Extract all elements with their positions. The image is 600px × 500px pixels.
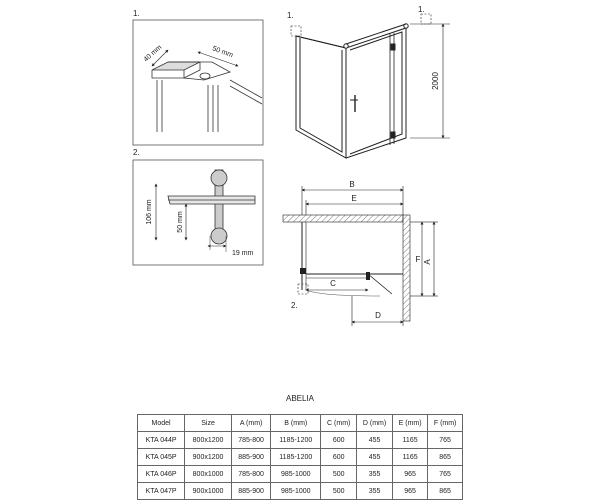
detail-2-number: 2. xyxy=(133,148,140,157)
dimensions-table xyxy=(137,414,463,500)
detail-2-dim-106: 106 mm xyxy=(146,199,153,225)
table-cell: 965 xyxy=(392,483,427,500)
table-cell: 900x1200 xyxy=(185,449,232,466)
elevation-callout-1-right: 1. xyxy=(418,5,425,14)
table-header-row xyxy=(138,415,463,432)
table-cell: KTA 047P xyxy=(138,483,185,500)
table-cell: 785-800 xyxy=(231,466,270,483)
elevation-height-label: 2000 xyxy=(431,72,440,90)
plan-dim-B: B xyxy=(349,180,355,189)
detail-2-dim-50: 50 mm xyxy=(177,211,184,233)
plan-dim-A: A xyxy=(423,259,432,265)
table-cell: 600 xyxy=(321,432,357,449)
table-cell: 355 xyxy=(357,483,393,500)
table-cell: 865 xyxy=(428,483,463,500)
table-cell: 900x1000 xyxy=(185,483,232,500)
elevation-height-dim xyxy=(410,24,450,138)
table-cell: 500 xyxy=(321,483,357,500)
col-header: D (mm) xyxy=(357,415,393,432)
table-cell: 455 xyxy=(357,449,393,466)
table-title: ABELIA xyxy=(285,394,314,403)
table-cell: 765 xyxy=(428,466,463,483)
col-header: F (mm) xyxy=(428,415,463,432)
detail-1-profile xyxy=(152,62,262,132)
elevation-callout-1: 1. xyxy=(287,11,294,20)
plan-dim-D: D xyxy=(375,311,381,320)
col-header: C (mm) xyxy=(321,415,357,432)
detail-1-dim-50: 50 mm xyxy=(211,45,234,60)
plan-callout-2: 2. xyxy=(291,301,298,310)
table-cell: 1185-1200 xyxy=(271,432,321,449)
table-row xyxy=(138,432,463,449)
enclosure-elevation xyxy=(296,24,408,158)
plan-dim-E: E xyxy=(351,194,357,203)
col-header: Size xyxy=(185,415,232,432)
elevation-callouts xyxy=(291,14,431,36)
col-header: A (mm) xyxy=(231,415,270,432)
table-cell: 500 xyxy=(321,466,357,483)
col-header: Model xyxy=(138,415,185,432)
detail-1-dim-40: 40 mm xyxy=(142,43,164,64)
table-cell: 800x1200 xyxy=(185,432,232,449)
detail-1-number: 1. xyxy=(133,9,140,18)
table-cell: 600 xyxy=(321,449,357,466)
table-cell: 1185-1200 xyxy=(271,449,321,466)
table-cell: 985-1000 xyxy=(271,466,321,483)
col-header: E (mm) xyxy=(392,415,427,432)
table-cell: KTA 045P xyxy=(138,449,185,466)
table-cell: 885-900 xyxy=(231,449,270,466)
detail-2 xyxy=(133,148,263,265)
table-row xyxy=(138,449,463,466)
table-cell: 985-1000 xyxy=(271,483,321,500)
detail-1 xyxy=(133,9,263,145)
plan-view xyxy=(283,215,410,321)
plan-dim-C: C xyxy=(330,279,336,288)
table-cell: KTA 046P xyxy=(138,466,185,483)
table-cell: KTA 044P xyxy=(138,432,185,449)
col-header: B (mm) xyxy=(271,415,321,432)
back-wall xyxy=(283,215,403,222)
plan-dim-F: F xyxy=(415,255,421,264)
table-cell: 865 xyxy=(428,449,463,466)
table-row xyxy=(138,466,463,483)
table-cell: 800x1000 xyxy=(185,466,232,483)
side-wall xyxy=(403,215,410,321)
table-cell: 355 xyxy=(357,466,393,483)
table-cell: 885-900 xyxy=(231,483,270,500)
table-cell: 965 xyxy=(392,466,427,483)
table-cell: 1165 xyxy=(392,449,427,466)
table-row xyxy=(138,483,463,500)
table-cell: 785-800 xyxy=(231,432,270,449)
detail-1-frame xyxy=(133,20,263,145)
table-cell: 455 xyxy=(357,432,393,449)
detail-2-dim-19: 19 mm xyxy=(232,250,254,257)
table-cell: 765 xyxy=(428,432,463,449)
table-cell: 1165 xyxy=(392,432,427,449)
